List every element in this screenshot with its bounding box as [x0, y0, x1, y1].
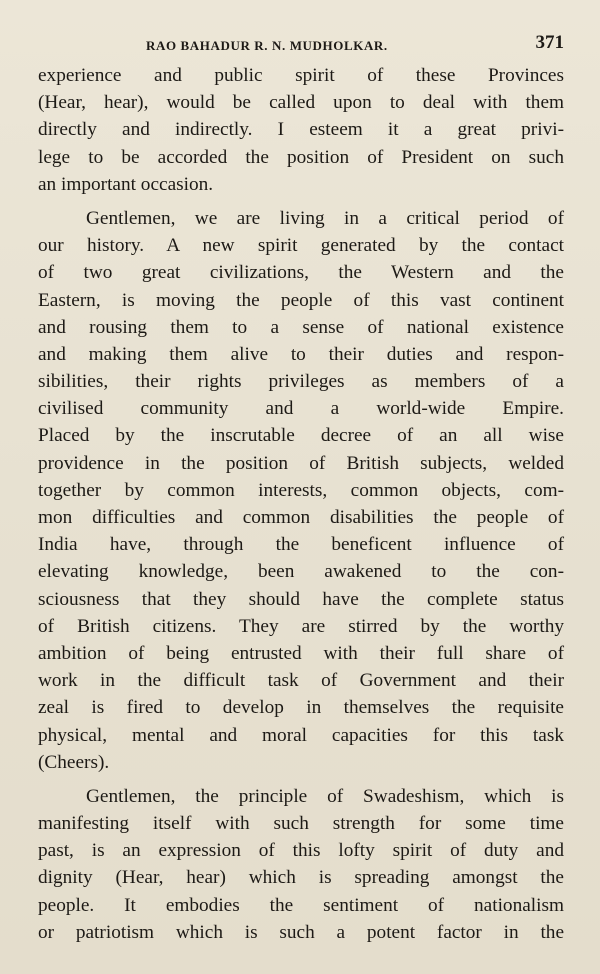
paragraph-1: [38, 62, 564, 198]
text-line: ambition of being entrusted with their full share of: [38, 642, 564, 664]
text-line: physical, mental and moral capacities for this task: [38, 724, 564, 746]
text-line: manifesting itself with such strength for some time: [38, 813, 564, 835]
paragraph-2: [38, 205, 564, 776]
text-line: our history. A new spirit generated by the contact: [38, 235, 564, 257]
text-line: (Hear, hear), would be called upon to deal with them: [38, 92, 564, 114]
paragraph-3: [38, 783, 564, 946]
text-line: mon difficulties and common disabilities the people of: [38, 507, 564, 528]
text-line: directly and indirectly. I esteem it a great privi-: [38, 119, 564, 141]
text-line: and making them alive to their duties and respon-: [38, 343, 564, 365]
text-line: elevating knowledge, been awakened to the con-: [38, 561, 564, 583]
page-number: 371: [535, 32, 564, 53]
text-line: and rousing them to a sense of national existence: [38, 316, 564, 338]
text-line: dignity (Hear, hear) which is spreading amongst the: [38, 867, 564, 889]
text-line: or patriotism which is such a potent factor in the: [38, 921, 564, 943]
text-line: Eastern, is moving the people of this vast continent: [38, 289, 564, 311]
text-line: lege to be accorded the position of President on such: [38, 146, 564, 168]
text-line: Placed by the inscrutable decree of an all wise: [38, 425, 564, 447]
text-line: together by common interests, common objects, com-: [38, 479, 564, 501]
body-text: [38, 62, 564, 946]
text-line: Gentlemen, we are living in a critical period of: [86, 207, 564, 229]
text-line: zeal is fired to develop in themselves the requisite: [38, 697, 564, 719]
text-line: sibilities, their rights privileges as members of a: [38, 371, 564, 393]
text-line: sciousness that they should have the complete status: [38, 588, 564, 610]
text-line: an important occasion.: [38, 173, 214, 195]
text-line: India have, through the beneficent influence of: [38, 534, 564, 556]
text-line: Gentlemen, the principle of Swadeshism, which is: [86, 785, 564, 807]
running-title: RAO BAHADUR R. N. MUDHOLKAR.: [146, 38, 388, 53]
text-line: providence in the position of British subjects, welded: [38, 452, 564, 474]
text-line: experience and public spirit of these Provinces: [38, 65, 564, 86]
text-line: work in the difficult task of Government and their: [38, 670, 564, 692]
text-line: people. It embodies the sentiment of nationalism: [38, 894, 564, 916]
text-line: (Cheers).: [38, 751, 110, 773]
text-line: of British citizens. They are stirred by the worthy: [38, 615, 564, 637]
text-line: civilised community and a world-wide Empire.: [38, 398, 564, 420]
running-head: [38, 30, 564, 62]
text-line: of two great civilizations, the Western and the: [38, 262, 564, 284]
text-line: past, is an expression of this lofty spirit of duty and: [38, 840, 564, 862]
